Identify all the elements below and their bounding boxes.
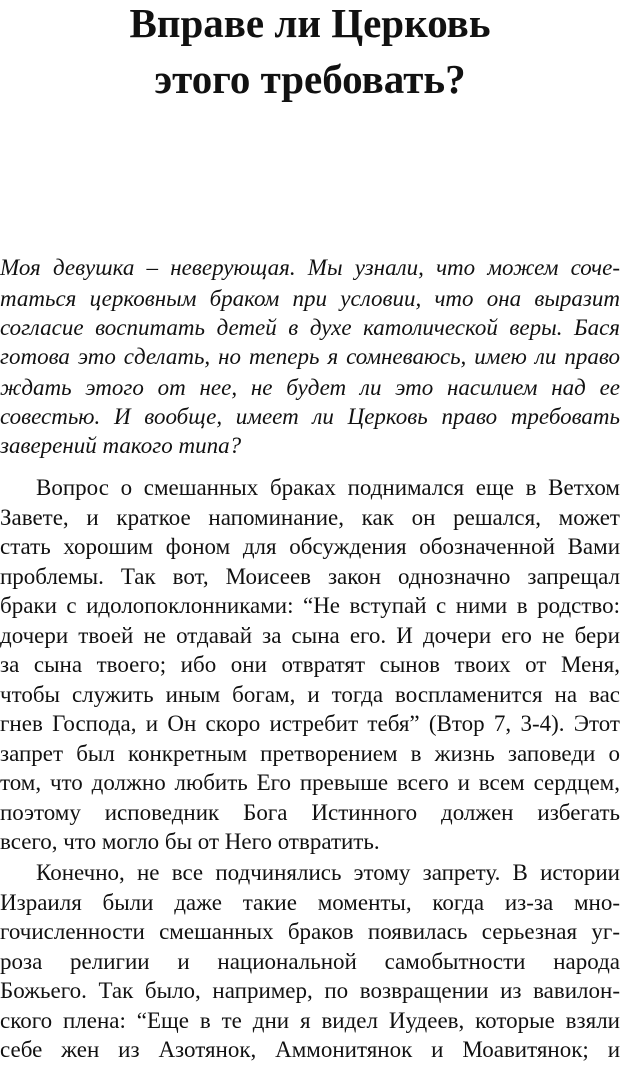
- answer-line: запрет был конкретным претворением в жизнь заповеди о: [0, 741, 620, 766]
- answer-line: стать хорошим фоном для обсуждения обозначенной Вами: [0, 534, 620, 559]
- answer-line: гнев Господа, и Он скоро истребит тебя” (Втор 7, 3-4). Этот: [0, 711, 620, 736]
- answer-line: поэтому исповедник Бога Истинного должен избегать: [0, 800, 620, 825]
- question-line: совестью. И вообще, имеет ли Церковь право требовать: [0, 404, 620, 429]
- question-line: заверений такого типа?: [0, 433, 242, 458]
- answer-line: Конечно, не все подчинялись этому запрету. В истории: [36, 860, 620, 885]
- answer-line: ского плена: “Еще в те дни я видел Иудеев, которые взяли: [0, 1008, 620, 1033]
- chapter-title-line-2: этого требовать?: [154, 56, 466, 102]
- question-line: Моя девушка – неверующая. Мы узнали, что можем соче-: [0, 255, 620, 280]
- question-line: ждать этого от нее, не будет ли это насилием над ее: [0, 375, 620, 400]
- answer-line: Вопрос о смешанных браках поднимался еще в Ветхом: [36, 475, 620, 500]
- question-line: согласие воспитать детей в духе католической веры. Бася: [0, 315, 620, 340]
- answer-line: за сына твоего; ибо они отвратят сынов твоих от Меня,: [0, 652, 620, 677]
- answer-line: себе жен из Азотянок, Аммонитянок и Моавитянок; и: [0, 1037, 620, 1062]
- answer-line: роза религии и национальной самобытности народа: [0, 949, 620, 974]
- answer-line: чтобы служить иным богам, и тогда воспламенится на вас: [0, 682, 620, 707]
- question-line: готова это сделать, но теперь я сомневаюсь, имею ли право: [0, 344, 620, 369]
- answer-line: гочисленности смешанных браков появилась серьезная уг-: [0, 919, 620, 944]
- answer-line: всего, что могло бы от Него отвратить.: [0, 829, 380, 854]
- answer-line: дочери твоей не отдавай за сына его. И дочери его не бери: [0, 623, 620, 648]
- answer-line: браки с идолопоклонниками: “Не вступай с ними в родство:: [0, 593, 620, 618]
- answer-line: Израиля были даже такие моменты, когда из-за мно-: [0, 890, 620, 915]
- answer-line: Божьего. Так было, например, по возвращении из вавилон-: [0, 978, 620, 1003]
- question-line: таться церковным браком при условии, что она выразит: [0, 286, 620, 311]
- chapter-title-line-1: Вправе ли Церковь: [129, 0, 491, 46]
- answer-line: том, что должно любить Его превыше всего и всем сердцем,: [0, 770, 620, 795]
- answer-line: Завете, и краткое напоминание, как он решался, может: [0, 505, 620, 530]
- answer-line: проблемы. Так вот, Моисеев закон однозначно запрещал: [0, 564, 620, 589]
